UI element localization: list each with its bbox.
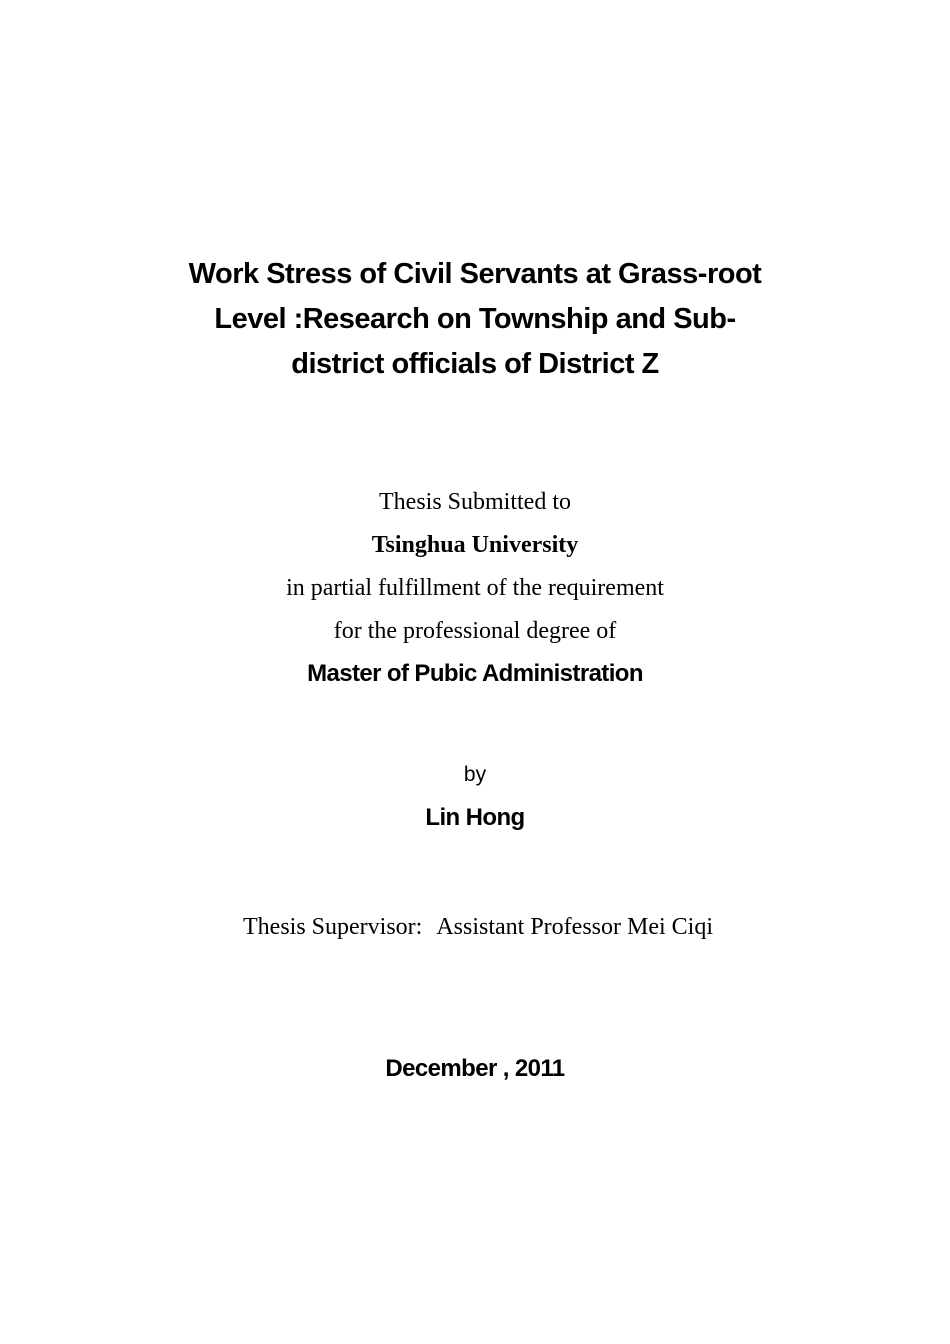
author-name: Lin Hong: [425, 804, 525, 831]
thesis-title-line-1: Work Stress of Civil Servants at Grass-root: [188, 258, 762, 290]
thesis-supervisor: [243, 914, 713, 941]
supervisor-label: Thesis Supervisor:: [243, 914, 423, 940]
university-name: Tsinghua University: [371, 532, 579, 558]
supervisor-name: Assistant Professor Mei Ciqi: [436, 914, 713, 940]
submission-date: December , 2011: [385, 1055, 565, 1082]
thesis-title: [0, 252, 950, 387]
degree-intro-text: for the professional degree of: [333, 618, 617, 644]
by-text: by: [463, 763, 487, 786]
thesis-title-line-3: district officials of District Z: [291, 348, 659, 380]
submitted-to-text: Thesis Submitted to: [379, 489, 571, 515]
degree-name: Master of Pubic Administration: [307, 660, 643, 687]
thesis-title-line-2: Level :Research on Township and Sub-: [214, 303, 736, 335]
fulfillment-text: in partial fulfillment of the requirement: [286, 575, 664, 601]
